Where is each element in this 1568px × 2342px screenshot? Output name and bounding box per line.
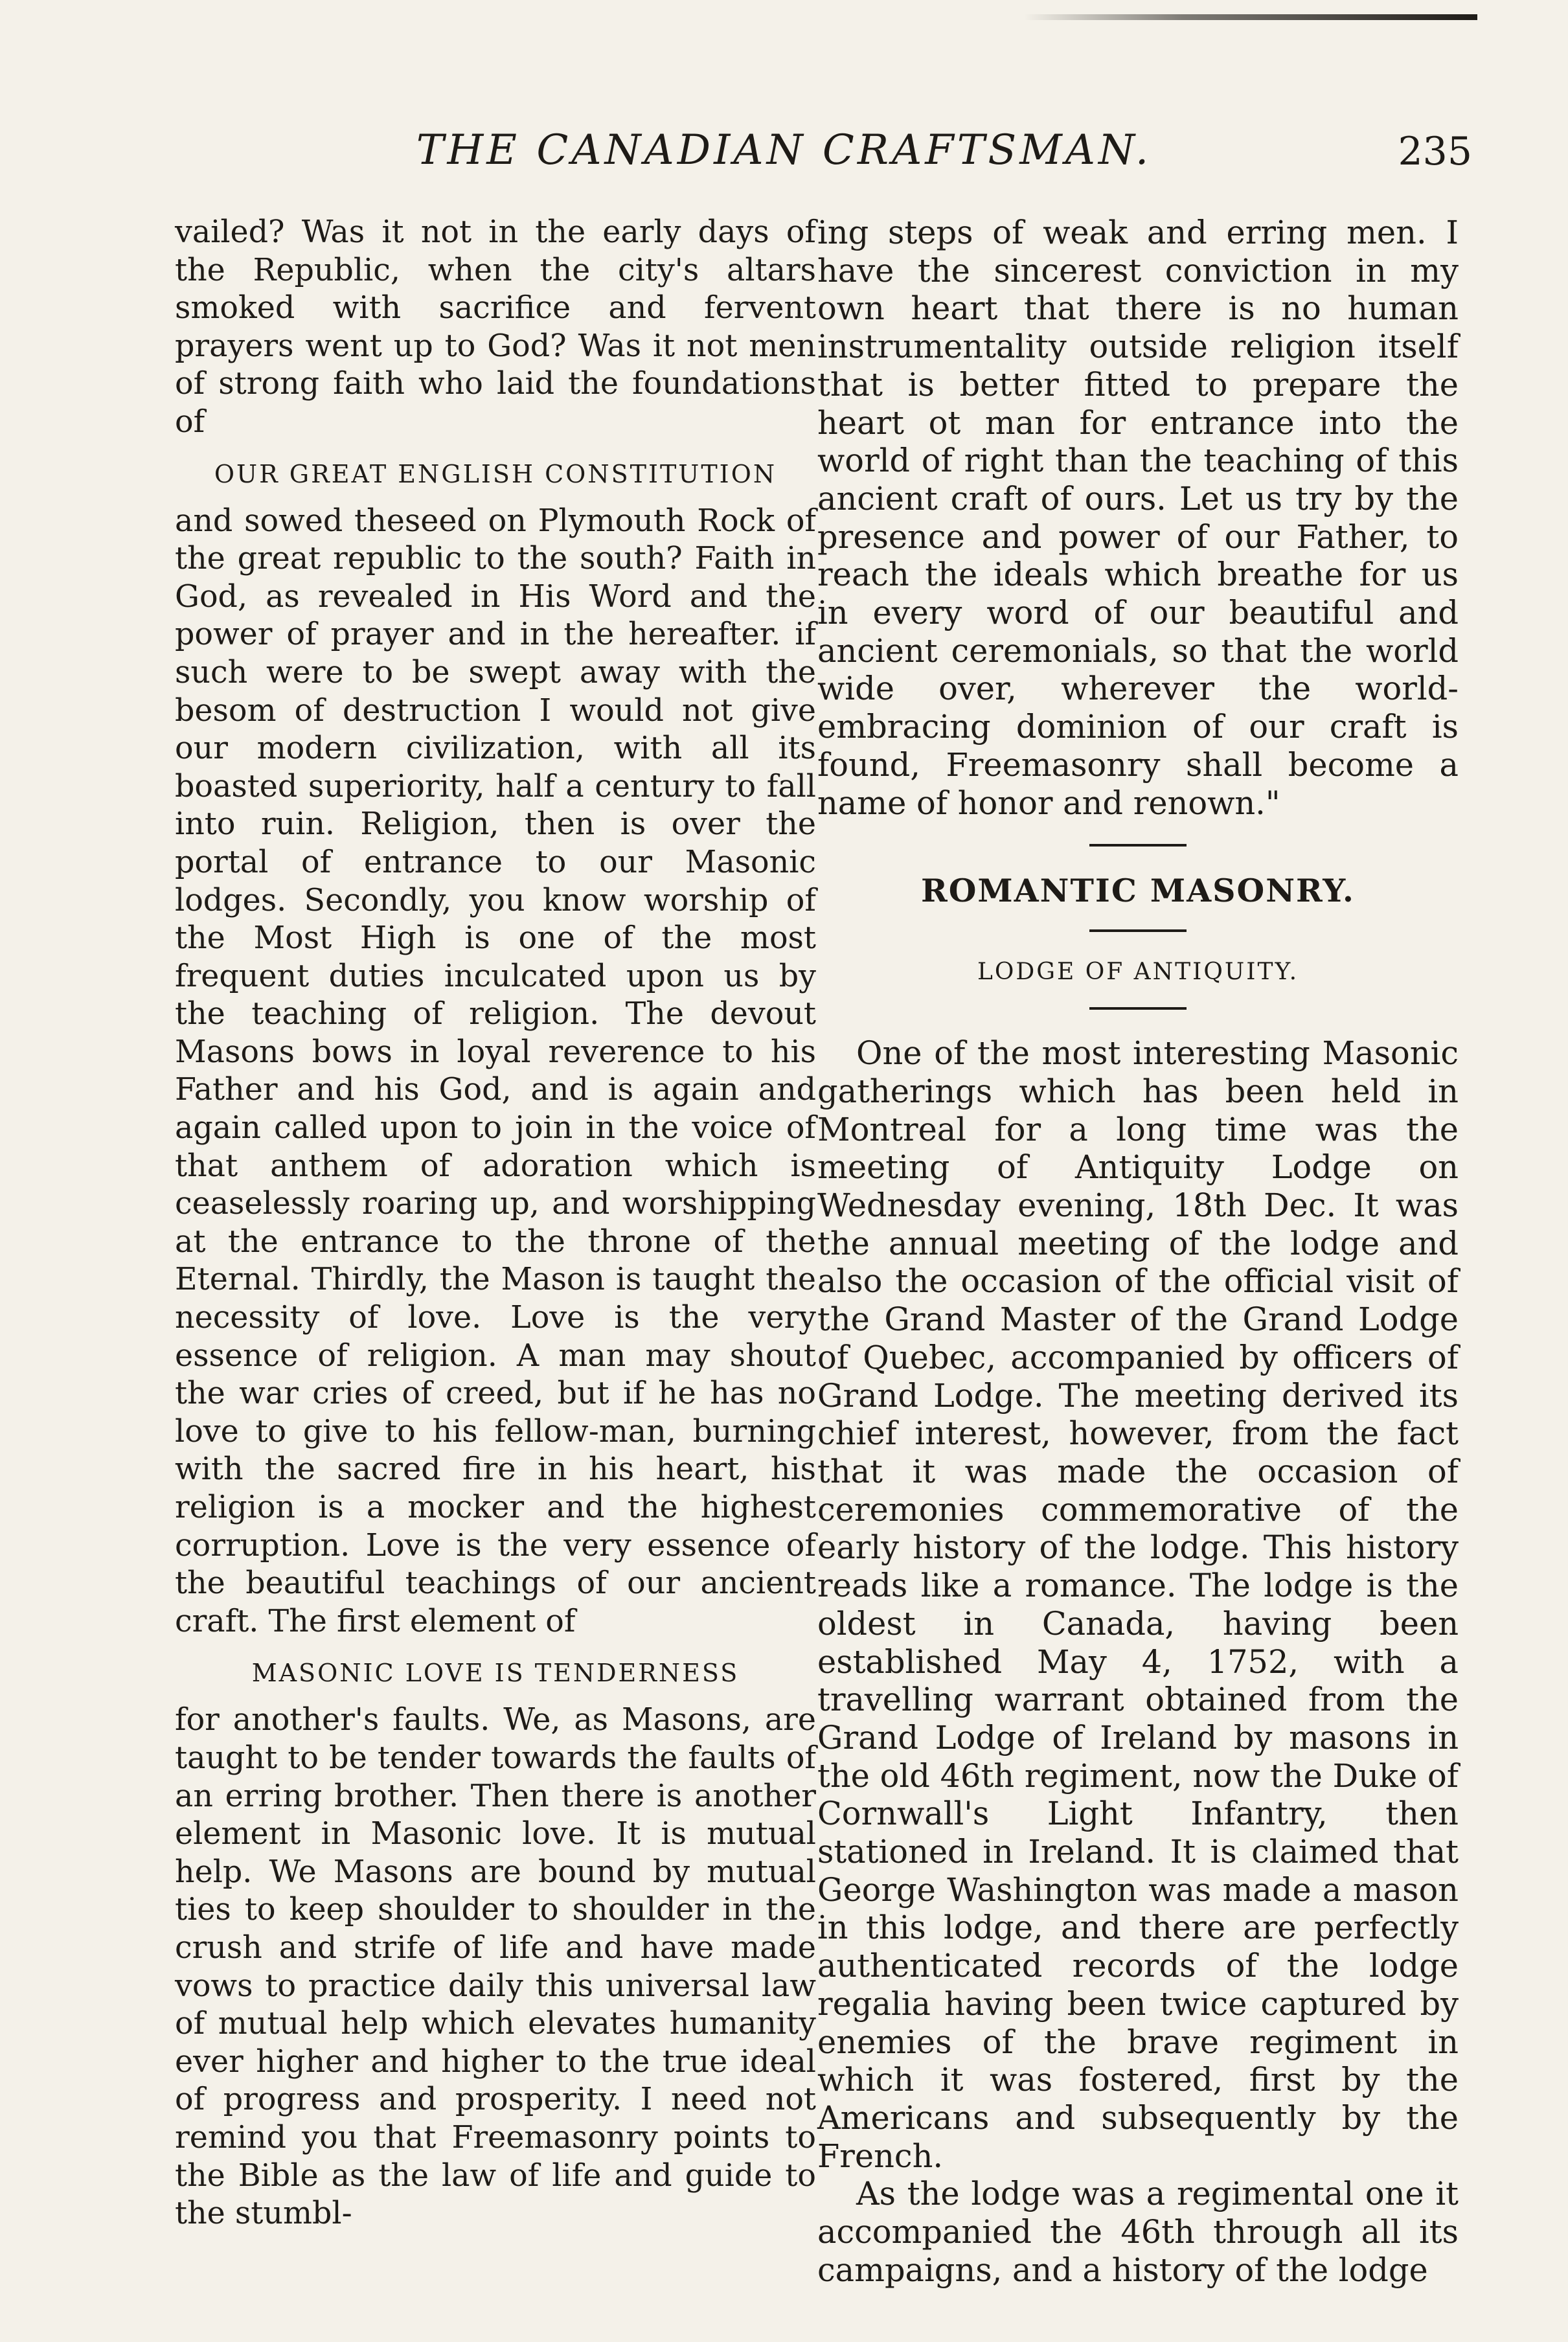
left-paragraph-2: and sowed theseed on Plymouth Rock of the great republic to the south? Faith in God, as revealed in His Word and the power of prayer and in the hereafter. if such were to be swept away with the besom of destruction I would not give our modern civilization, with all its boasted superiority, half a century to fall into ruin. Religion, then is over the portal of entrance to our Masonic lodges. Secondly, you know worship of the Most High is one of the most frequent duties inculcated upon us by the teaching of religion. The devout Masons bows in loyal reverence to his Father and his God, and is again and again called upon to join in the voice of that anthem of adoration which is ceaselessly roaring up, and worshipping at the entrance to the throne of the Eternal. Thirdly, the Mason is taught the necessity of love. Love is the very essence of religion. A man may shout the war cries of creed, but if he has no love to give to his fellow-man, burning with the sacred fire in his heart, his religion is a mocker and the highest corruption. Love is the very essence of the beautiful teachings of our ancient craft. The first element of — [175, 503, 816, 1639]
page-number: 235 — [1398, 129, 1472, 174]
running-title: THE CANADIAN CRAFTSMAN. — [416, 126, 1152, 174]
section-title: ROMANTIC MASONRY. — [921, 872, 1355, 910]
section-rule-middle — [1089, 929, 1187, 932]
section-rule-top — [1089, 844, 1187, 847]
subhead-constitution: OUR GREAT ENGLISH CONSTITUTION — [214, 459, 777, 488]
left-column — [175, 214, 816, 2233]
right-paragraph-2: One of the most interesting Masonic gatherings which has been held in Montreal for a long time was the meeting of Antiquity Lodge on Wednesday evening, 18th Dec. It was the annual meeting of the lodge and also the occasion of the official visit of the Grand Master of the Grand Lodge of Quebec, accompanied by officers of Grand Lodge. The meeting derived its chief interest, however, from the fact that it was made the occasion of ceremonies commemorative of the early history of the lodge. This history reads like a romance. The lodge is the oldest in Canada, having been established May 4, 1752, with a travelling warrant obtained from the Grand Lodge of Ireland by masons in the old 46th regiment, now the Duke of Cornwall's Light Infantry, then stationed in Ireland. It is claimed that George Washington was made a mason in this lodge, and there are perfectly authenticated records of the lodge regalia having been twice captured by enemies of the brave regiment in which it was fostered, first by the Americans and subsequently by the French. — [817, 1034, 1459, 2175]
right-column — [817, 214, 1459, 2289]
right-paragraph-1: ing steps of weak and erring men. I have the sincerest conviction in my own heart that there is no human instrumentality outside religion itself that is better fitted to prepare the heart ot man for entrance into the world of right than the teaching of this ancient craft of ours. Let us try by the presence and power of our Father, to reach the ideals which breathe for us in every word of our beautiful and ancient ceremonials, so that the world wide over, wherever the world-embracing dominion of our craft is found, Freemasonry shall become a name of honor and renown." — [817, 214, 1459, 822]
page-header — [0, 126, 1568, 191]
sub-title: LODGE OF ANTIQUITY. — [977, 959, 1299, 986]
section-rule-bottom — [1089, 1007, 1187, 1010]
top-rule — [1024, 14, 1477, 20]
left-paragraph-1: vailed? Was it not in the early days of the Republic, when the city's altars smoked with sacrifice and fervent prayers went up to God? Was it not men of strong faith who laid the foundations of — [175, 214, 816, 440]
subhead-tenderness: MASONIC LOVE IS TENDERNESS — [251, 1659, 740, 1688]
right-paragraph-3: As the lodge was a regimental one it accompanied the 46th through all its campaigns, and a history of the lodge — [817, 2175, 1459, 2289]
left-paragraph-3: for another's faults. We, as Masons, are taught to be tender towards the faults of an erring brother. Then there is another element in Masonic love. It is mutual help. We Masons are bound by mutual ties to keep shoulder to shoulder in the crush and strife of life and have made vows to practice daily this universal law of mutual help which elevates humanity ever higher and higher to the true ideal of progress and prosperity. I need not remind you that Freemasonry points to the Bible as the law of life and guide to the stumbl- — [175, 1702, 816, 2232]
